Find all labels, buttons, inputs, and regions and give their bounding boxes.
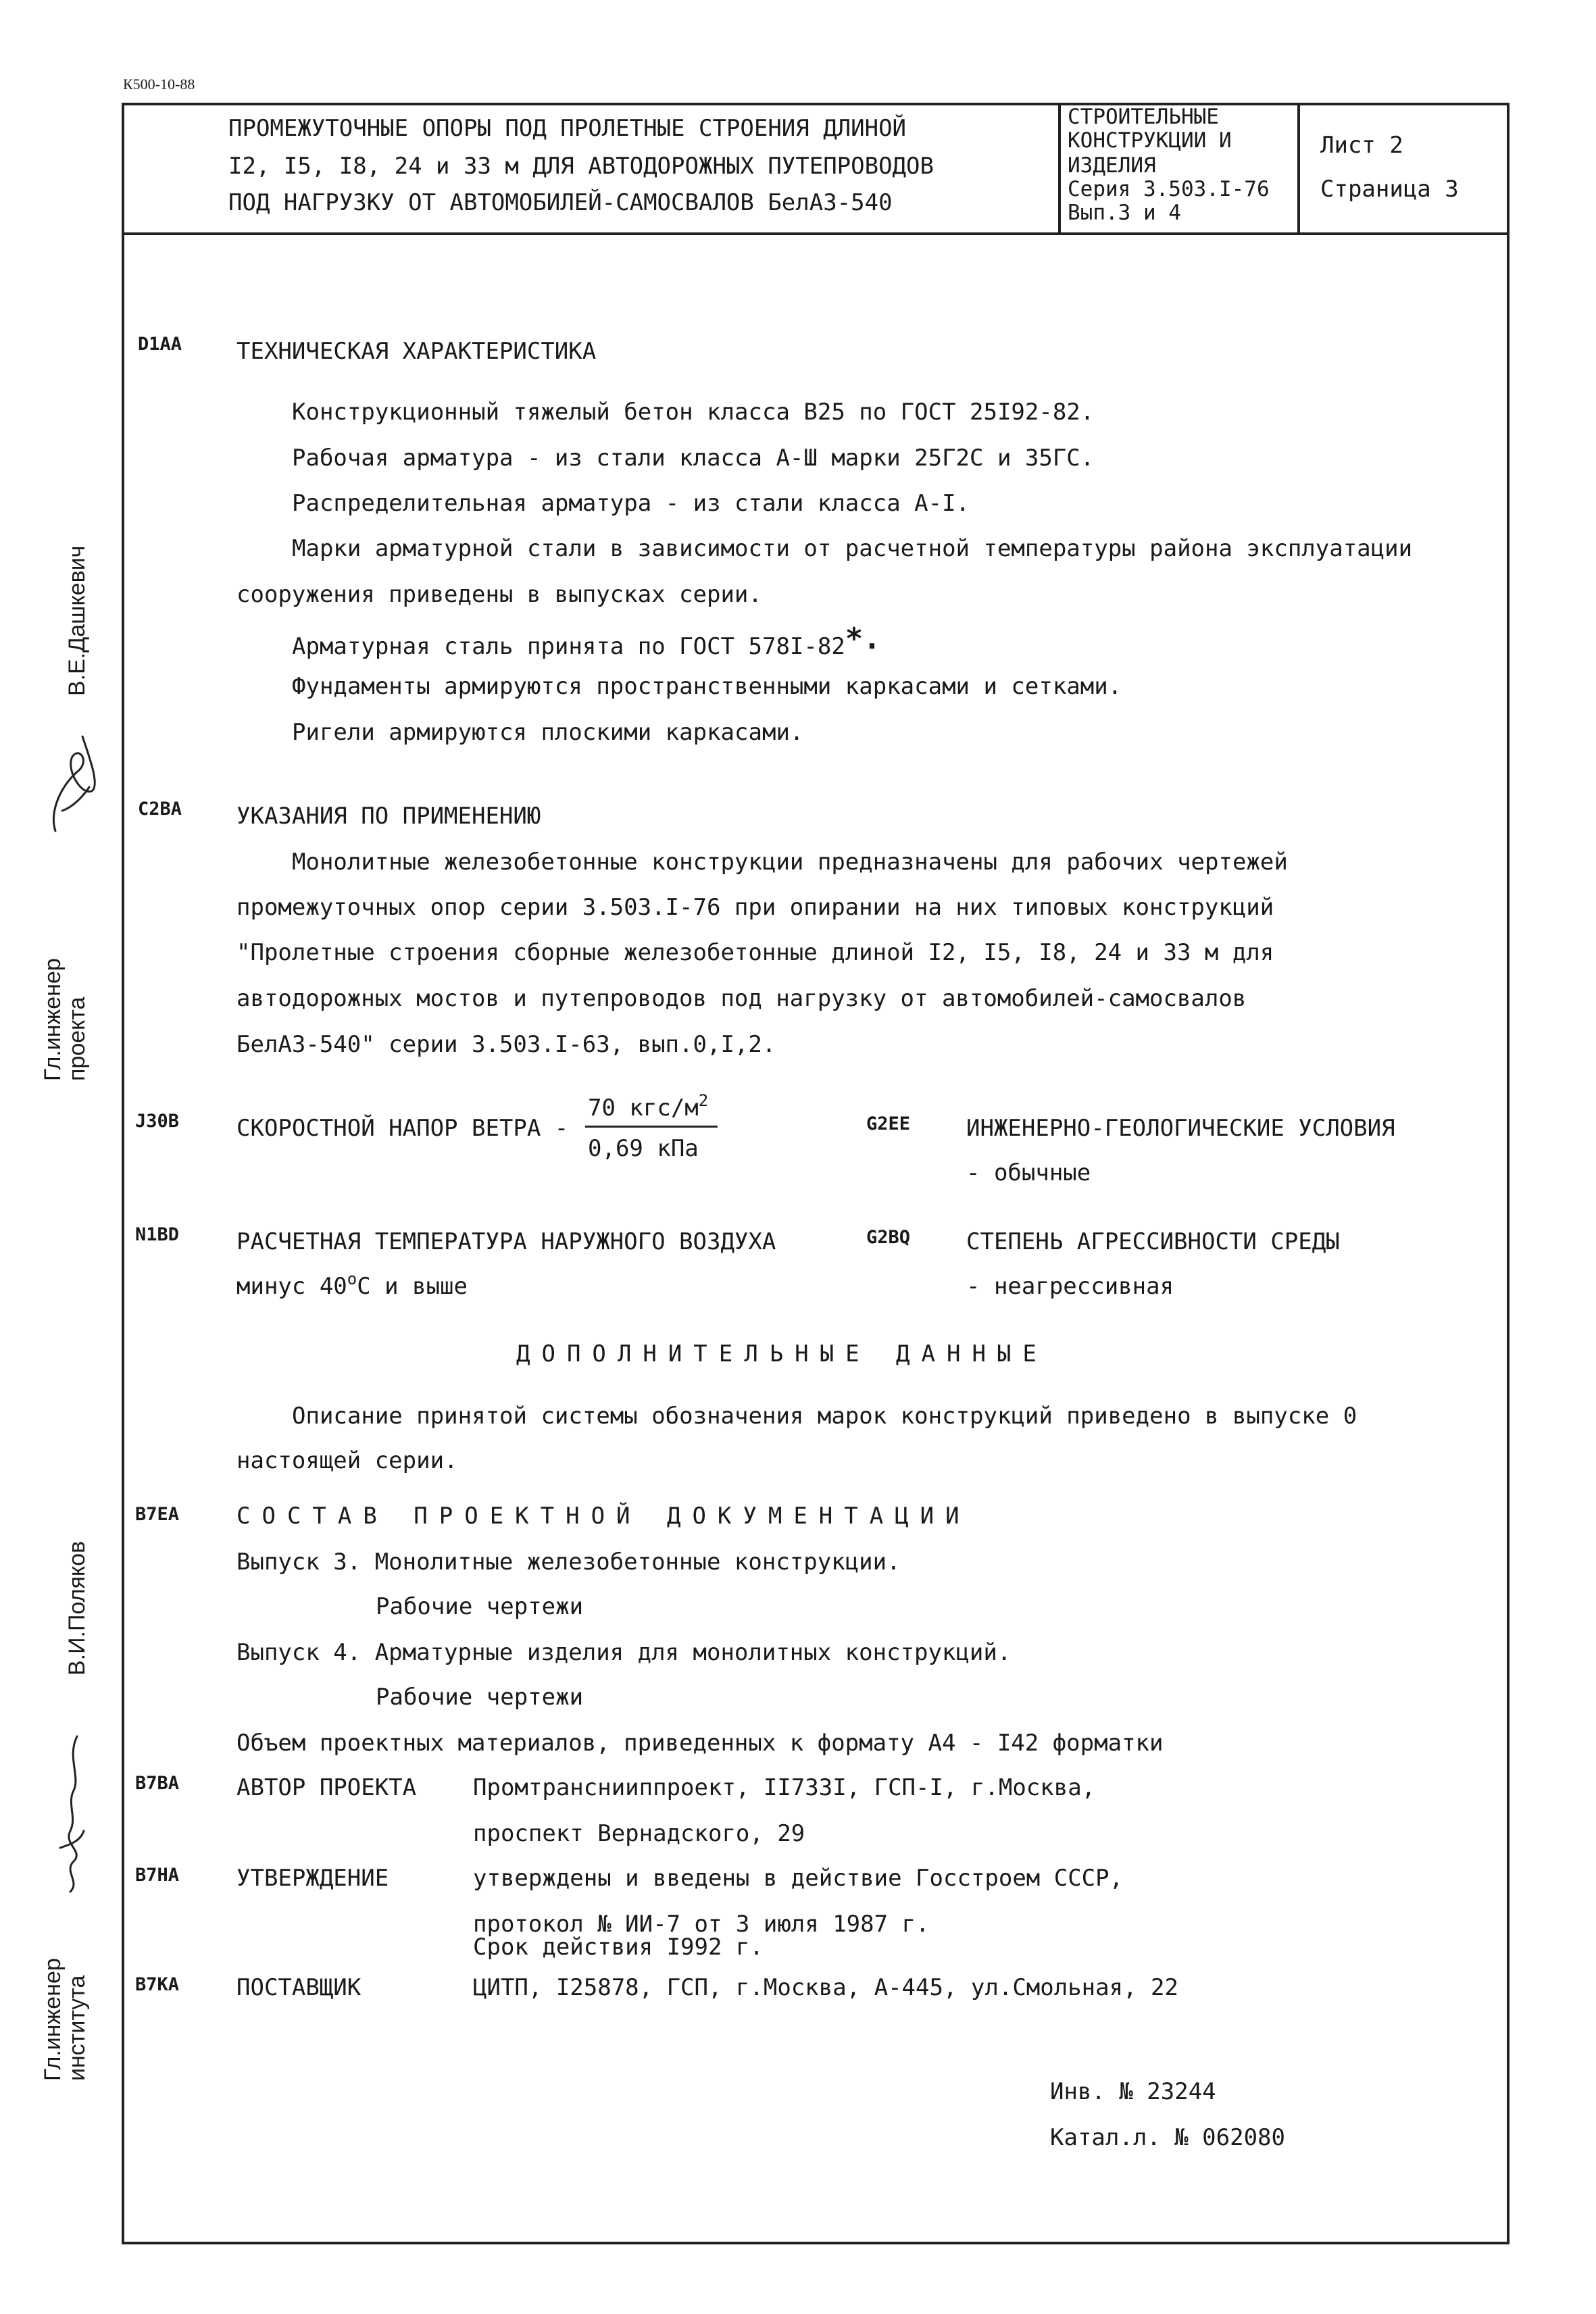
usage-line-4: автодорожных мостов и путепроводов под нагрузку от автомобилей-самосвалов: [236, 985, 1247, 1012]
signature-bottom: [43, 1730, 97, 1898]
code-temp: N1BD: [135, 1224, 180, 1245]
signature-top: [42, 730, 103, 838]
docs-issue-4-sub: Рабочие чертежи: [376, 1684, 584, 1711]
author-label: АВТОР ПРОЕКТА: [236, 1774, 417, 1801]
catalog-number: Катал.л. № 062080: [1050, 2124, 1285, 2151]
wind-denominator: 0,69 кПа: [588, 1135, 699, 1162]
sheet-number: Лист 2: [1320, 132, 1403, 159]
tech-line-8: Ригели армируются плоскими каркасами.: [292, 719, 804, 746]
docs-volume: Объем проектных материалов, приведенных к формату А4 - I42 форматки: [236, 1730, 1164, 1757]
usage-line-1: Монолитные железобетонные конструкции предназначены для рабочих чертежей: [292, 849, 1288, 876]
additional-title: ДОПОЛНИТЕЛЬНЫЕ ДАННЫЕ: [516, 1340, 1048, 1367]
author-line-2: проспект Вернадского, 29: [473, 1820, 805, 1847]
side-role-bottom-line-1: Гл.инженер: [40, 1958, 66, 2081]
series-line-1: СТРОИТЕЛЬНЫЕ: [1068, 105, 1219, 129]
geo-label: ИНЖЕНЕРНО-ГЕОЛОГИЧЕСКИЕ УСЛОВИЯ: [966, 1115, 1395, 1142]
wind-numerator-sup: 2: [698, 1091, 709, 1110]
code-usage: C2BA: [138, 799, 182, 820]
approval-line-2: протокол № ИИ-7 от 3 июля 1987 г.: [473, 1911, 930, 1938]
header-title-line-3: ПОД НАГРУЗКУ ОТ АВТОМОБИЛЕЙ-САМОСВАЛОВ БелАЗ-540: [228, 189, 893, 216]
code-author: B7BA: [135, 1773, 180, 1794]
usage-line-3: "Пролетные строения сборные железобетонные длиной I2, I5, I8, 24 и 33 м для: [236, 939, 1274, 966]
wind-fraction-line: [585, 1126, 718, 1128]
tech-line-4: Марки арматурной стали в зависимости от расчетной температуры района эксплуатации: [292, 535, 1413, 562]
geo-value: - обычные: [966, 1159, 1091, 1186]
side-role-bottom: [41, 1958, 89, 2081]
supplier-line-1: ЦИТП, I25878, ГСП, г.Москва, А-445, ул.Смольная, 22: [473, 1974, 1178, 2001]
docs-issue-4: Выпуск 4. Арматурные изделия для монолитных конструкций.: [236, 1639, 1012, 1666]
code-wind: J30B: [135, 1111, 180, 1132]
code-aggr: G2BQ: [866, 1227, 911, 1248]
page-number: Страница 3: [1320, 176, 1459, 203]
header-divider-2: [1297, 103, 1300, 235]
series-line-2: КОНСТРУКЦИИ И: [1068, 128, 1232, 153]
wind-numerator: [588, 1091, 709, 1122]
side-name-top: В.Е.Дашкевич: [64, 545, 90, 696]
temp-value-post: С и выше: [357, 1273, 468, 1300]
wind-numerator-text: 70 кгс/м: [588, 1095, 699, 1122]
usage-line-5: БелАЗ-540" серии 3.503.I-63, вып.0,I,2.: [236, 1031, 776, 1058]
series-line-4: Серия 3.503.I-76: [1068, 177, 1270, 201]
side-role-bottom-line-2: института: [64, 1975, 90, 2081]
additional-line-2: настоящей серии.: [236, 1447, 458, 1474]
header-divider-1: [1058, 103, 1061, 235]
side-name-bottom: В.И.Поляков: [64, 1540, 90, 1676]
side-role-top: [41, 958, 89, 1081]
temp-value-pre: минус 40: [236, 1273, 347, 1300]
catalog-code: К500-10-88: [123, 76, 195, 93]
temp-degree: о: [347, 1269, 357, 1288]
code-tech: D1AA: [138, 334, 182, 355]
aggr-label: СТЕПЕНЬ АГРЕССИВНОСТИ СРЕДЫ: [966, 1228, 1340, 1255]
approval-label: УТВЕРЖДЕНИЕ: [236, 1865, 389, 1892]
approval-line-1: утверждены и введены в действие Госстроем СССР,: [473, 1865, 1124, 1892]
aggr-value: - неагрессивная: [966, 1273, 1174, 1300]
temp-value: [236, 1269, 468, 1300]
header-title-line-2: I2, I5, I8, 24 и 33 м ДЛЯ АВТОДОРОЖНЫХ ПУТЕПРОВОДОВ: [228, 153, 934, 180]
tech-line-6-text: Арматурная сталь принята по ГОСТ 578I-82: [292, 633, 845, 660]
tech-line-5: сооружения приведены в выпусках серии.: [236, 581, 762, 608]
author-line-1: Промтранснииппроект, II733I, ГСП-I, г.Москва,: [473, 1774, 1096, 1801]
approval-line-3: Срок действия I992 г.: [473, 1934, 764, 1961]
docs-issue-3: Выпуск 3. Монолитные железобетонные конструкции.: [236, 1549, 901, 1576]
temp-label: РАСЧЕТНАЯ ТЕМПЕРАТУРА НАРУЖНОГО ВОЗДУХА: [236, 1228, 776, 1255]
code-supplier: B7KA: [135, 1974, 180, 1995]
gost-asterisk: *.: [845, 622, 881, 656]
tech-line-3: Распределительная арматура - из стали класса А-I.: [292, 490, 970, 517]
tech-line-6: [292, 622, 881, 661]
code-geo: G2EE: [866, 1113, 911, 1134]
series-line-3: ИЗДЕЛИЯ: [1068, 153, 1156, 178]
tech-title: ТЕХНИЧЕСКАЯ ХАРАКТЕРИСТИКА: [236, 338, 597, 365]
usage-line-2: промежуточных опор серии 3.503.I-76 при опирании на них типовых конструкций: [236, 894, 1274, 921]
series-line-5: Вып.3 и 4: [1068, 201, 1181, 225]
usage-title: УКАЗАНИЯ ПО ПРИМЕНЕНИЮ: [236, 803, 541, 830]
header-title-line-1: ПРОМЕЖУТОЧНЫЕ ОПОРЫ ПОД ПРОЛЕТНЫЕ СТРОЕНИЯ ДЛИНОЙ: [228, 115, 907, 142]
code-docs: B7EA: [135, 1504, 180, 1525]
tech-line-2: Рабочая арматура - из стали класса А-Ш марки 25Г2С и 35ГС.: [292, 445, 1095, 472]
docs-issue-3-sub: Рабочие чертежи: [376, 1593, 584, 1620]
inventory-number: Инв. № 23244: [1050, 2078, 1216, 2105]
side-role-top-line-1: Гл.инженер: [40, 958, 66, 1081]
wind-label: СКОРОСТНОЙ НАПОР ВЕТРА -: [236, 1115, 569, 1142]
code-approval: B7HA: [135, 1865, 180, 1886]
tech-line-1: Конструкционный тяжелый бетон класса В25 по ГОСТ 25I92-82.: [292, 399, 1095, 426]
tech-line-7: Фундаменты армируются пространственными каркасами и сетками.: [292, 673, 1122, 700]
supplier-label: ПОСТАВЩИК: [236, 1974, 361, 2001]
docs-title: СОСТАВ ПРОЕКТНОЙ ДОКУМЕНТАЦИИ: [236, 1503, 971, 1530]
side-role-top-line-2: проекта: [64, 997, 90, 1081]
additional-line-1: Описание принятой системы обозначения марок конструкций приведено в выпуске 0: [292, 1403, 1357, 1430]
